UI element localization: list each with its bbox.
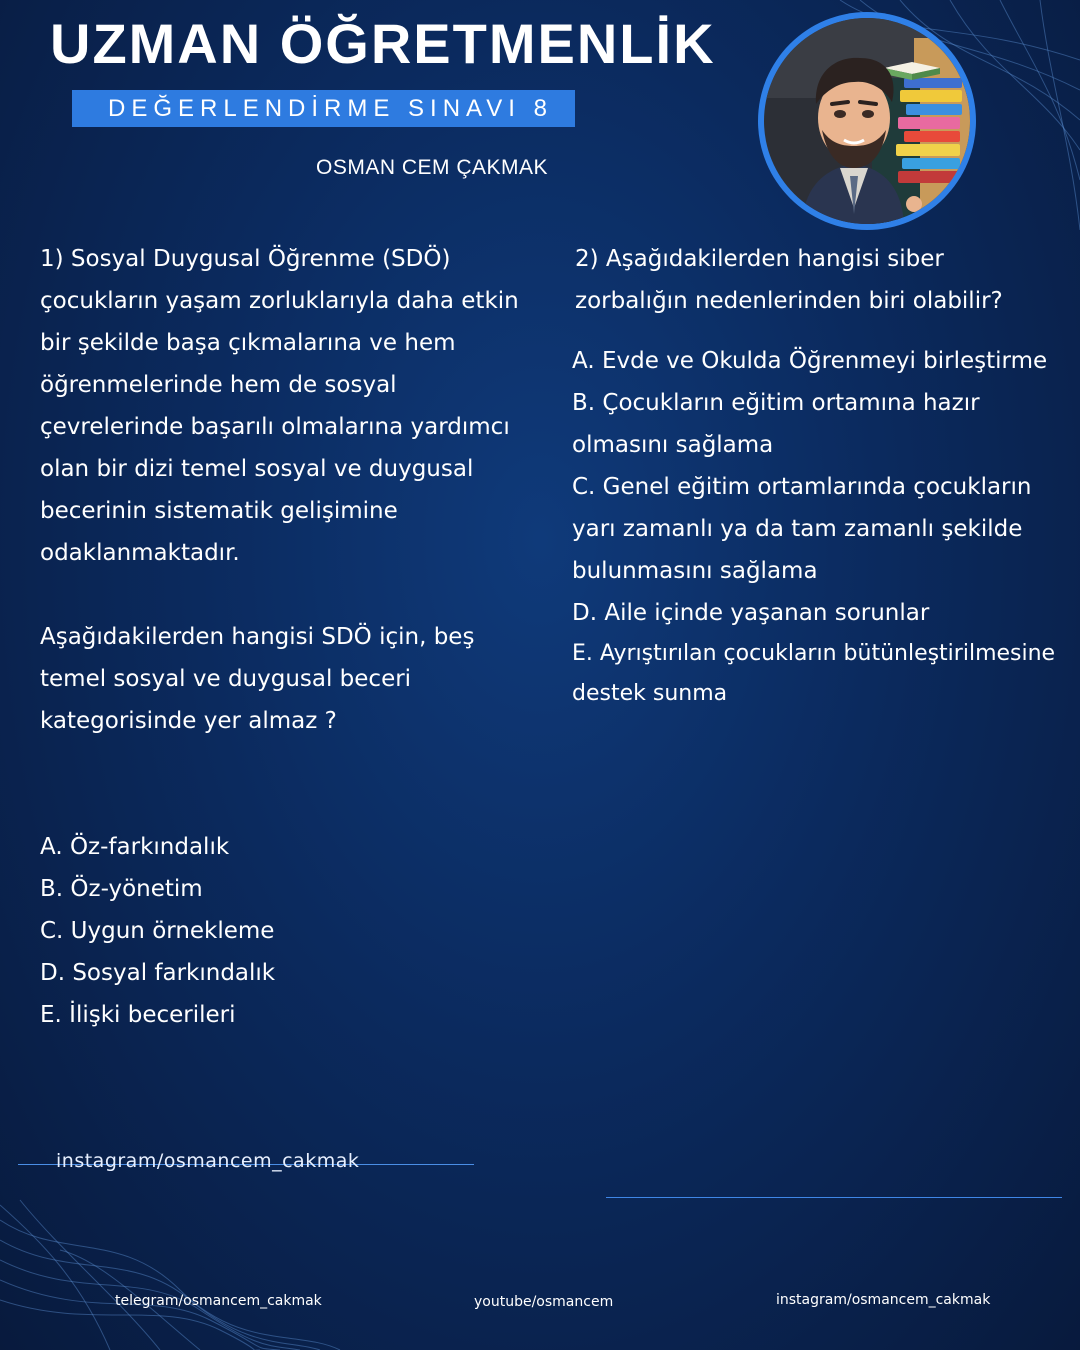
question-1-options [40, 826, 540, 1036]
question-2-option-a[interactable]: A. Evde ve Okulda Öğrenmeyi birleştirme [572, 348, 1048, 374]
question-1 [40, 238, 540, 1036]
author-name: OSMAN CEM ÇAKMAK [316, 156, 549, 179]
question-2-option-d[interactable]: D. Aile içinde yaşanan sorunlar [572, 600, 930, 626]
instagram-handle-main[interactable]: instagram/osmancem_cakmak [56, 1150, 360, 1172]
instagram-link[interactable]: instagram/osmancem_cakmak [776, 1292, 991, 1308]
telegram-link[interactable]: telegram/osmancem_cakmak [115, 1293, 322, 1309]
question-1-option-a[interactable]: A. Öz-farkındalık [40, 834, 230, 860]
question-2-option-b[interactable]: B. Çocukların eğitim ortamına hazır olmasını sağlama [572, 390, 980, 458]
question-2-options [572, 340, 1062, 714]
divider-right [606, 1197, 1062, 1198]
question-2 [572, 238, 1062, 714]
youtube-link[interactable]: youtube/osmancem [474, 1294, 614, 1310]
question-2-stem: 2) Aşağıdakilerden hangisi siber zorbalığın nedenlerinden biri olabilir? [575, 246, 1003, 314]
question-1-stem: 1) Sosyal Duygusal Öğrenme (SDÖ) çocukların yaşam zorluklarıyla daha etkin bir şekilde başa çıkmalarına ve hem öğrenmelerinde hem de sosyal çevrelerinde başarılı olmalarına yardımcı olan bir dizi temel sosyal ve duygusal becerinin sistematik gelişimine odaklanmaktadır. [40, 246, 519, 566]
question-1-option-b[interactable]: B. Öz-yönetim [40, 876, 203, 902]
question-1-option-d[interactable]: D. Sosyal farkındalık [40, 960, 276, 986]
question-2-option-e[interactable]: E. Ayrıştırılan çocukların bütünleştirilmesine destek sunma [572, 641, 1056, 706]
page-title: UZMAN ÖĞRETMENLİK [50, 12, 716, 75]
question-1-option-e[interactable]: E. İlişki becerileri [40, 1002, 236, 1028]
question-2-option-c[interactable]: C. Genel eğitim ortamlarında çocukların yarı zamanlı ya da tam zamanlı şekilde bulunmasını sağlama [572, 474, 1032, 584]
teacher-caricature-icon [764, 18, 970, 224]
exam-subtitle-banner: DEĞERLENDİRME SINAVI 8 [72, 90, 575, 127]
question-1-prompt: Aşağıdakilerden hangisi SDÖ için, beş temel sosyal ve duygusal beceri kategorisinde yer almaz ? [40, 624, 475, 734]
avatar [758, 12, 976, 230]
question-1-option-c[interactable]: C. Uygun örnekleme [40, 918, 275, 944]
